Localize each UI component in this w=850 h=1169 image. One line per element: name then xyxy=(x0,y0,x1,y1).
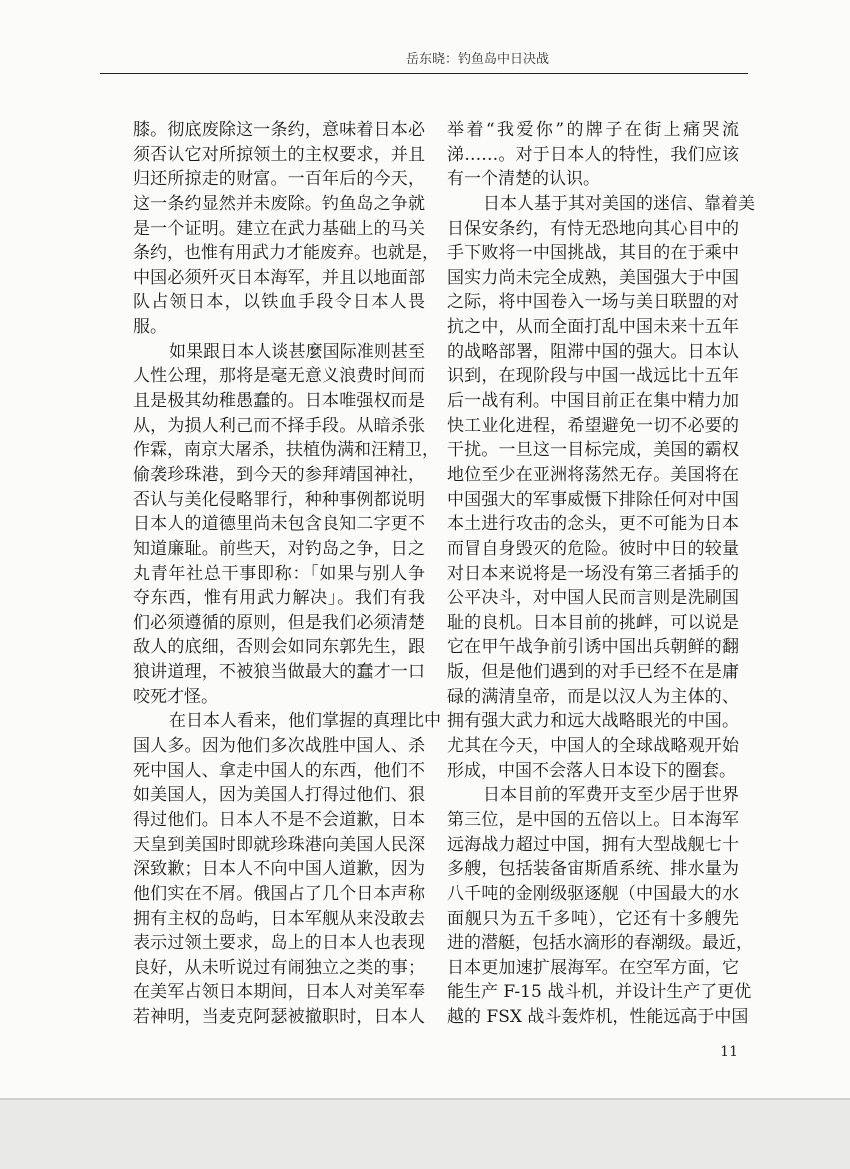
text-line: 归还所掠走的财富。一百年后的今天， xyxy=(133,169,425,190)
text-line: 识到，在现阶段与中国一战远比十五年 xyxy=(447,366,739,387)
text-column-right xyxy=(447,118,755,1030)
paragraph xyxy=(447,118,739,192)
text-line: 日保安条约，有恃无恐地向其心目中的 xyxy=(447,218,739,239)
text-line: 否认与美化侵略罪行，种种事例都说明 xyxy=(133,489,425,510)
text-line: 后一战有利。中国目前正在集中精力加 xyxy=(447,391,739,412)
text-line: 能生产 F-15 战斗机，并设计生产了更优 xyxy=(447,982,752,1003)
text-line: 日本人基于其对美国的迷信、靠着美 xyxy=(483,193,755,214)
text-line: 地位至少在亚洲将荡然无存。美国将在 xyxy=(447,464,739,485)
text-line: 在日本人看来，他们掌握的真理比中 xyxy=(169,711,441,732)
text-line: 尤其在今天，中国人的全球战略观开始 xyxy=(447,736,739,757)
text-line: 狼讲道理，不被狼当做最大的蠢才一口 xyxy=(133,662,425,683)
paragraph xyxy=(447,192,755,783)
text-line: 服。 xyxy=(133,317,167,338)
header-rule xyxy=(100,73,748,74)
text-line: 第三位，是中国的五倍以上。日本海军 xyxy=(447,809,739,830)
text-line: 碌的满清皇帝，而是以汉人为主体的、 xyxy=(447,686,739,707)
text-line: 在美军占领日本期间，日本人对美军奉 xyxy=(133,982,425,1003)
text-line: 拥有强大武力和远大战略眼光的中国。 xyxy=(447,711,739,732)
text-line: 有一个清楚的认识。 xyxy=(447,169,600,190)
text-line: 人性公理，那将是毫无意义浪费时间而 xyxy=(133,366,425,387)
text-line: 拥有主权的岛屿，日本军舰从来没敢去 xyxy=(133,908,425,929)
text-line: 膝。彻底废除这一条约，意味着日本必 xyxy=(133,120,425,140)
scan-bottom-edge xyxy=(0,1098,850,1169)
text-line: 抗之中，从而全面打乱中国未来十五年 xyxy=(447,317,739,338)
text-line: 涕……。对于日本人的特性，我们应该 xyxy=(447,144,739,165)
page-number: 11 xyxy=(720,1044,738,1060)
text-line: 天皇到美国时即就珍珠港向美国人民深 xyxy=(133,834,425,855)
text-line: 日本目前的军费开支至少居于世界 xyxy=(483,785,739,806)
text-line: 中国强大的军事威慑下排除任何对中国 xyxy=(447,489,739,510)
text-line: 他们实在不屑。俄国占了几个日本声称 xyxy=(133,883,425,904)
text-line: 丸青年社总干事即称：「如果与别人争 xyxy=(133,563,425,584)
text-line: 从，为损人利己而不择手段。从暗杀张 xyxy=(133,415,425,436)
text-line: 中国必须歼灭日本海军，并且以地面部 xyxy=(133,267,425,288)
running-header xyxy=(100,48,745,72)
text-line: 咬死才怪。 xyxy=(133,686,218,707)
text-line: 表示过领土要求，岛上的日本人也表现 xyxy=(133,933,425,954)
text-column-left xyxy=(133,118,441,1030)
text-line: 越的 FSX 战斗轰炸机，性能远高于中国 xyxy=(447,1007,749,1028)
text-line: 夺东西，惟有用武力解决」。我们有我 xyxy=(133,588,425,609)
text-line: 手下败将一中国挑战，其目的在于乘中 xyxy=(447,243,739,264)
text-line: 举着“我爱你”的牌子在街上痛哭流 xyxy=(447,120,739,140)
text-line: 深致歉；日本人不向中国人道歉，因为 xyxy=(133,859,425,880)
text-line: 须否认它对所掠领土的主权要求，并且 xyxy=(133,144,425,165)
text-line: 远海战力超过中国，拥有大型战舰七十 xyxy=(447,834,739,855)
text-line: 日本人的道德里尚未包含良知二字更不 xyxy=(133,514,425,535)
text-line: 若神明，当麦克阿瑟被撤职时，日本人 xyxy=(133,1007,425,1028)
text-line: 死中国人、拿走中国人的东西，他们不 xyxy=(133,760,425,781)
text-line: 快工业化进程，希望避免一切不必要的 xyxy=(447,415,739,436)
text-line: 敌人的底细，否则会如同东郭先生，跟 xyxy=(133,637,425,658)
text-line: 良好，从未听说过有闹独立之类的事； xyxy=(133,957,425,978)
text-line: 形成，中国不会落人日本设下的圈套。 xyxy=(447,760,736,781)
paragraph xyxy=(133,118,439,340)
text-line: 多艘，包括装备宙斯盾系统、排水量为 xyxy=(447,859,739,880)
text-line: 作霖，南京大屠杀，扶植伪满和汪精卫， xyxy=(133,440,439,461)
running-header-title: 岳东晓：钓鱼岛中日决战 xyxy=(405,52,549,67)
text-line: 队占领日本，以铁血手段令日本人畏 xyxy=(133,292,425,313)
text-line: 是一个证明。建立在武力基础上的马关 xyxy=(133,218,425,239)
text-line: 干扰。一旦这一目标完成，美国的霸权 xyxy=(447,440,739,461)
text-line: 面舰只为五千多吨），它还有十多艘先 xyxy=(447,908,739,929)
text-line: 们必须遵循的原则，但是我们必须清楚 xyxy=(133,612,425,633)
text-line: 对日本来说将是一场没有第三者插手的 xyxy=(447,563,739,584)
text-line: 条约，也惟有用武力才能废弃。也就是， xyxy=(133,243,439,264)
text-line: 版，但是他们遇到的对手已经不在是庸 xyxy=(447,662,739,683)
paragraph xyxy=(133,709,441,1029)
paragraph xyxy=(133,340,439,710)
text-line: 国实力尚未完全成熟，美国强大于中国 xyxy=(447,267,739,288)
text-line: 国人多。因为他们多次战胜中国人、杀 xyxy=(133,736,425,757)
text-line: 偷袭珍珠港，到今天的参拜靖国神社， xyxy=(133,464,425,485)
text-line: 耻的良机。日本目前的挑衅，可以说是 xyxy=(447,612,739,633)
text-line: 得过他们。日本人不是不会道歉，日本 xyxy=(133,809,425,830)
text-line: 知道廉耻。前些天，对钓岛之争，日之 xyxy=(133,538,425,559)
text-line: 如美国人，因为美国人打得过他们、狠 xyxy=(133,785,425,806)
text-line: 它在甲午战争前引诱中国出兵朝鲜的翻 xyxy=(447,637,739,658)
text-line: 日本更加速扩展海军。在空军方面，它 xyxy=(447,957,739,978)
text-line: 而冒自身毁灭的危险。彼时中日的较量 xyxy=(447,538,739,559)
text-line: 公平决斗，对中国人民而言则是洗刷国 xyxy=(447,588,739,609)
paragraph xyxy=(447,783,753,1029)
text-line: 且是极其幼稚愚蠢的。日本唯强权而是 xyxy=(133,391,425,412)
text-line: 的战略部署，阻滞中国的强大。日本认 xyxy=(447,341,739,362)
text-line: 如果跟日本人谈甚麼国际准则甚至 xyxy=(169,341,425,362)
text-line: 之际，将中国卷入一场与美日联盟的对 xyxy=(447,292,739,313)
text-line: 八千吨的金刚级驱逐舰（中国最大的水 xyxy=(447,883,739,904)
text-line: 进的潜艇，包括水滴形的春潮级。最近， xyxy=(447,933,753,954)
text-line: 这一条约显然并未废除。钓鱼岛之争就 xyxy=(133,193,425,214)
text-line: 本土进行攻击的念头，更不可能为日本 xyxy=(447,514,739,535)
